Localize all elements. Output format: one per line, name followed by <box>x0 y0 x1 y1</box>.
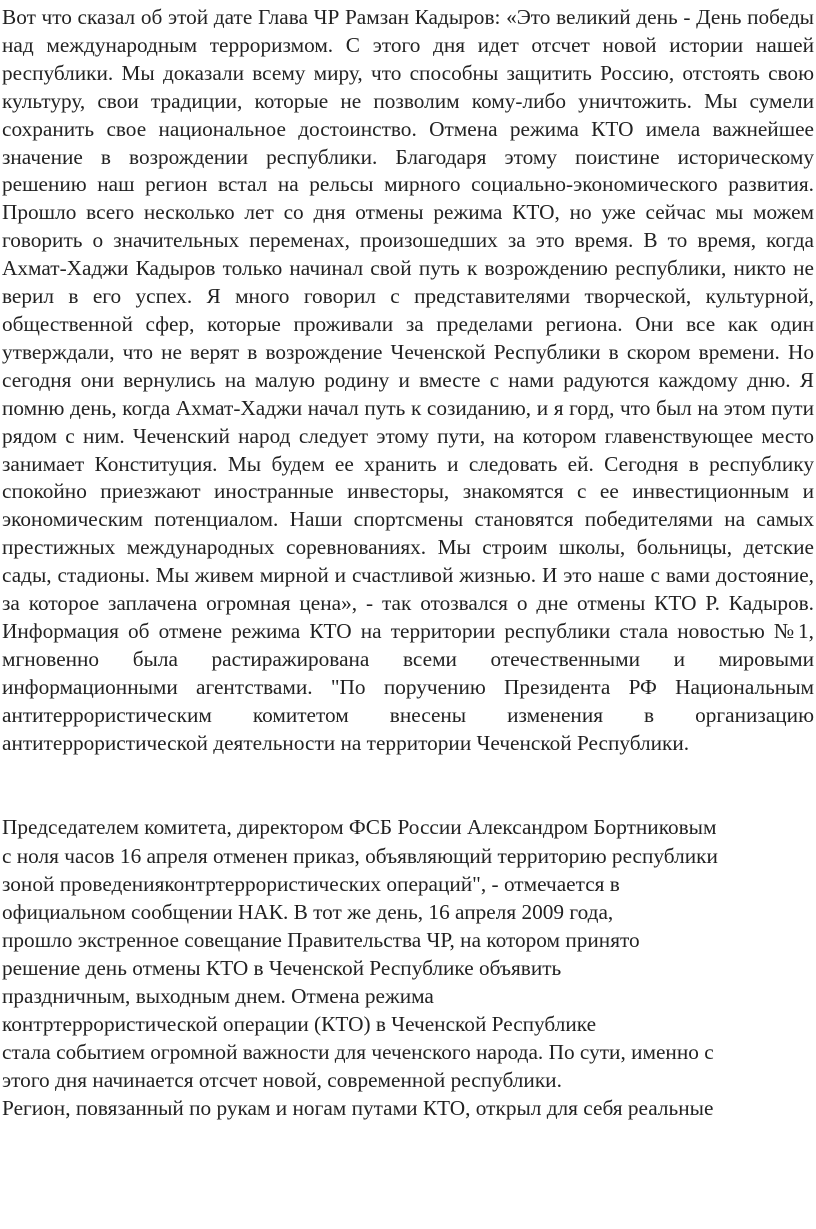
text-line: праздничным, выходным днем. Отмена режима <box>2 984 434 1009</box>
text-line: контртеррористической операции (КТО) в Чеченской Республике <box>2 1012 597 1037</box>
text-line: этого дня начинается отсчет новой, современной республики. <box>2 1068 562 1093</box>
text-line: Регион, повязанный по рукам и ногам путами КТО, открыл для себя реальные <box>2 1096 714 1121</box>
text-line: стала событием огромной важности для чеченского народа. По сути, именно с <box>2 1040 714 1065</box>
text-line: зоной проведенияконтртеррористических операций", - отмечается в <box>2 871 620 896</box>
text-line: решение день отмены КТО в Чеченской Республике объявить <box>2 955 562 980</box>
text-line: официальном сообщении НАК. В тот же день, 16 апреля 2009 года, <box>2 899 614 924</box>
paragraph-quote: Вот что сказал об этой дате Глава ЧР Рамзан Кадыров: «Это великий день - День победы над международным терроризмом. С этого дня идет отсчет новой истории нашей республики. Мы доказали всему миру, что способны защитить Россию, отстоять свою культуру, свои традиции, которые не позволим кому-либо уничтожить. Мы сумели сохранить свое национальное достоинство. Отмена режима КТО имела важнейшее значение в возрождении республики. Благодаря этому поистине историческому решению наш регион встал на рельсы мирного социально-экономического развития. Прошло всего несколько лет со дня отмены режима КТО, но уже сейчас мы можем говорить о значительных переменах, произошедших за это время. В то время, когда Ахмат-Хаджи Кадыров только начинал свой путь к возрождению республики, никто не верил в его успех. Я много говорил с представителями творческой, культурной, общественной сфер, которые проживали за пределами региона. Они все как один утверждали, что не верят в возрождение Чеченской Республики в скором времени. Но сегодня они вернулись на малую родину и вместе с нами радуются каждому дню. Я помню день, когда Ахмат-Хаджи начал путь к созиданию, и я горд, что был на этом пути рядом с ним. Чеченский народ следует этому пути, на котором главенствующее место занимает Конституция. Мы будем ее хранить и следовать ей. Сегодня в республику спокойно приезжают иностранные инвесторы, знакомятся с ее инвестиционным и экономическим потенциалом. Наши спортсмены становятся победителями на самых престижных международных соревнованиях. Мы строим школы, больницы, детские сады, стадионы. Мы живем мирной и счастливой жизнью. И это наше с вами достояние, за которое заплачена огромная цена», - так отозвался о дне отмены КТО Р. Кадыров. Информация об отмене режима КТО на территории республики стала новостью №1, мгновенно была растиражирована всеми отечественными и мировыми информационными агентствами. "По поручению Президента РФ Национальным антитеррористическим комитетом внесены изменения в организацию антитеррористической деятельности на территории Чеченской Республики. <box>2 5 814 755</box>
text-line: Председателем комитета, директором ФСБ России Александром Бортниковым <box>2 815 717 840</box>
text-line: прошло экстренное совещание Правительства ЧР, на котором принято <box>2 927 640 952</box>
paragraph-nak-announcement <box>2 813 814 1122</box>
text-line: с ноля часов 16 апреля отменен приказ, объявляющий территорию республики <box>2 843 718 868</box>
